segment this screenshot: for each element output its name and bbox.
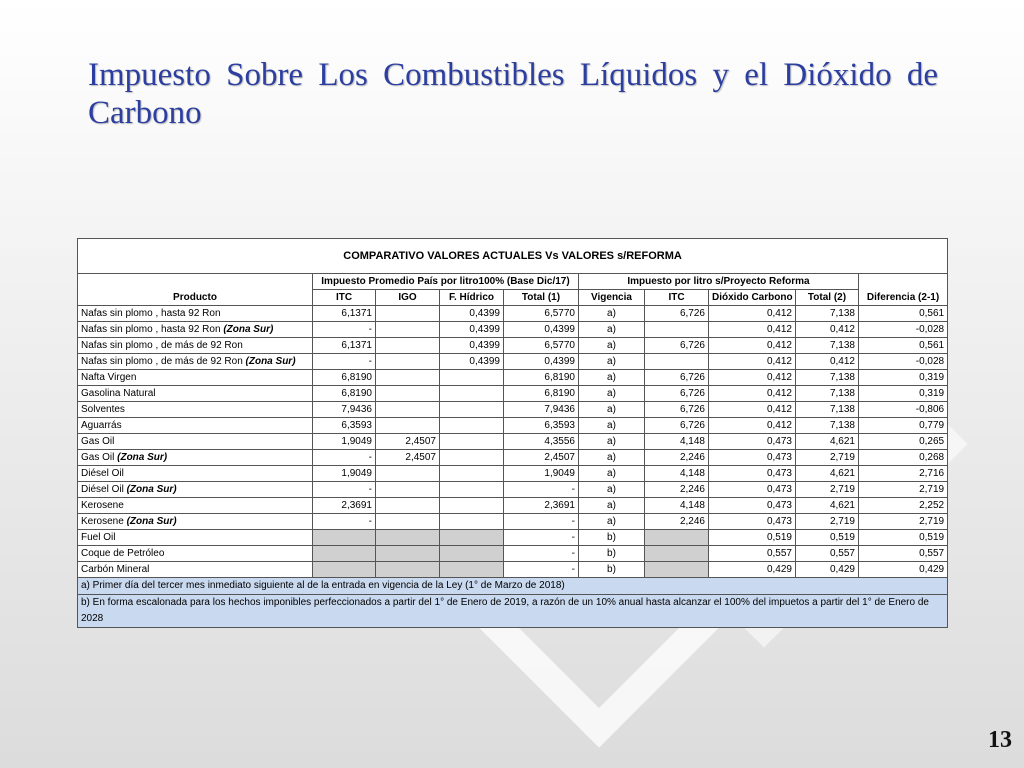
- cell-total-2: 7,138: [796, 402, 859, 418]
- product-name: Gas Oil: [81, 452, 118, 463]
- cell-total-1: 0,4399: [504, 322, 579, 338]
- cell-f-hidrico: [440, 530, 504, 546]
- cell-f-hidrico: 0,4399: [440, 354, 504, 370]
- cell-diferencia: 0,779: [859, 418, 948, 434]
- cell-itc-reform: 2,246: [645, 482, 709, 498]
- cell-dioxido-carbono: 0,473: [709, 434, 796, 450]
- zona-sur-label: (Zona Sur): [245, 356, 296, 367]
- cell-producto: [78, 498, 313, 514]
- cell-diferencia: 2,716: [859, 466, 948, 482]
- header-f-hidrico: F. Hídrico: [440, 290, 504, 306]
- cell-igo: [376, 386, 440, 402]
- cell-dioxido-carbono: 0,473: [709, 498, 796, 514]
- cell-itc: -: [313, 322, 376, 338]
- cell-total-1: 6,5770: [504, 338, 579, 354]
- header-group-current: Impuesto Promedio País por litro100% (Base Dic/17): [313, 274, 579, 290]
- cell-vigencia: a): [579, 434, 645, 450]
- cell-f-hidrico: [440, 514, 504, 530]
- header-diferencia: Diferencia (2-1): [859, 274, 948, 306]
- zona-sur-label: (Zona Sur): [126, 484, 177, 495]
- cell-vigencia: a): [579, 370, 645, 386]
- cell-itc: -: [313, 482, 376, 498]
- cell-diferencia: 0,319: [859, 386, 948, 402]
- cell-itc: [313, 562, 376, 578]
- product-name: Kerosene: [81, 500, 124, 511]
- cell-itc-reform: [645, 530, 709, 546]
- cell-f-hidrico: [440, 482, 504, 498]
- cell-total-1: 0,4399: [504, 354, 579, 370]
- cell-igo: [376, 562, 440, 578]
- cell-vigencia: a): [579, 402, 645, 418]
- cell-igo: 2,4507: [376, 434, 440, 450]
- footnote-b: b) En forma escalonada para los hechos imponibles perfeccionados a partir del 1° de Enero de 2019, a razón de un 10% anual hasta alcanzar el 100% del impuetos a partir del 1° de Enero de 2028: [78, 595, 948, 628]
- cell-total-2: 4,621: [796, 498, 859, 514]
- cell-itc: -: [313, 354, 376, 370]
- cell-f-hidrico: [440, 402, 504, 418]
- product-name: Diésel Oil: [81, 484, 127, 495]
- table-row: [78, 306, 948, 322]
- cell-itc-reform: 6,726: [645, 370, 709, 386]
- cell-total-1: 6,3593: [504, 418, 579, 434]
- table-row: [78, 450, 948, 466]
- cell-diferencia: 0,265: [859, 434, 948, 450]
- cell-dioxido-carbono: 0,412: [709, 338, 796, 354]
- cell-itc-reform: 6,726: [645, 338, 709, 354]
- cell-diferencia: -0,028: [859, 354, 948, 370]
- header-producto: Producto: [78, 274, 313, 306]
- cell-igo: [376, 514, 440, 530]
- cell-total-1: -: [504, 530, 579, 546]
- cell-total-2: 0,412: [796, 354, 859, 370]
- cell-itc-reform: 4,148: [645, 498, 709, 514]
- cell-diferencia: 0,519: [859, 530, 948, 546]
- cell-vigencia: a): [579, 306, 645, 322]
- cell-total-2: 7,138: [796, 418, 859, 434]
- cell-total-1: 7,9436: [504, 402, 579, 418]
- cell-vigencia: a): [579, 386, 645, 402]
- cell-total-2: 2,719: [796, 514, 859, 530]
- cell-igo: [376, 498, 440, 514]
- header-dioxido-carbono: Dióxido Carbono: [709, 290, 796, 306]
- cell-dioxido-carbono: 0,412: [709, 370, 796, 386]
- table-row: [78, 434, 948, 450]
- cell-igo: [376, 306, 440, 322]
- cell-producto: [78, 306, 313, 322]
- table-row: [78, 402, 948, 418]
- cell-producto: [78, 482, 313, 498]
- table-row: [78, 530, 948, 546]
- cell-igo: [376, 370, 440, 386]
- cell-dioxido-carbono: 0,412: [709, 418, 796, 434]
- cell-dioxido-carbono: 0,473: [709, 450, 796, 466]
- cell-dioxido-carbono: 0,412: [709, 354, 796, 370]
- cell-diferencia: 0,319: [859, 370, 948, 386]
- cell-f-hidrico: [440, 434, 504, 450]
- cell-producto: [78, 322, 313, 338]
- header-total-1: Total (1): [504, 290, 579, 306]
- cell-itc-reform: 6,726: [645, 402, 709, 418]
- cell-itc-reform: 4,148: [645, 466, 709, 482]
- cell-itc-reform: [645, 322, 709, 338]
- product-name: Kerosene: [81, 516, 127, 527]
- cell-vigencia: a): [579, 514, 645, 530]
- cell-vigencia: b): [579, 546, 645, 562]
- cell-producto: [78, 450, 313, 466]
- cell-vigencia: a): [579, 466, 645, 482]
- cell-f-hidrico: [440, 498, 504, 514]
- cell-total-1: -: [504, 514, 579, 530]
- cell-total-1: 4,3556: [504, 434, 579, 450]
- table-row: [78, 498, 948, 514]
- cell-vigencia: a): [579, 322, 645, 338]
- cell-itc-reform: 6,726: [645, 306, 709, 322]
- cell-itc-reform: 6,726: [645, 386, 709, 402]
- cell-dioxido-carbono: 0,412: [709, 322, 796, 338]
- header-group-reform: Impuesto por litro s/Proyecto Reforma: [579, 274, 859, 290]
- cell-itc: [313, 546, 376, 562]
- cell-total-2: 7,138: [796, 386, 859, 402]
- product-name: Coque de Petróleo: [81, 548, 165, 559]
- cell-producto: [78, 370, 313, 386]
- zona-sur-label: (Zona Sur): [223, 324, 274, 335]
- cell-vigencia: b): [579, 530, 645, 546]
- footnote-a: a) Primer día del tercer mes inmediato siguiente al de la entrada en vigencia de la Ley (1° de Marzo de 2018): [78, 578, 948, 595]
- cell-itc: 6,3593: [313, 418, 376, 434]
- cell-igo: [376, 354, 440, 370]
- cell-total-2: 7,138: [796, 370, 859, 386]
- product-name: Nafta Virgen: [81, 372, 137, 383]
- cell-diferencia: 0,561: [859, 338, 948, 354]
- cell-producto: [78, 530, 313, 546]
- cell-itc: 6,1371: [313, 338, 376, 354]
- cell-diferencia: 0,429: [859, 562, 948, 578]
- cell-total-2: 0,557: [796, 546, 859, 562]
- product-name: Gasolina Natural: [81, 388, 156, 399]
- cell-total-2: 0,519: [796, 530, 859, 546]
- cell-producto: [78, 546, 313, 562]
- cell-producto: [78, 402, 313, 418]
- cell-diferencia: 2,719: [859, 482, 948, 498]
- product-name: Fuel Oil: [81, 532, 116, 543]
- cell-itc-reform: [645, 354, 709, 370]
- table-row: [78, 466, 948, 482]
- cell-producto: [78, 386, 313, 402]
- table-row: [78, 546, 948, 562]
- cell-vigencia: a): [579, 498, 645, 514]
- cell-diferencia: 2,252: [859, 498, 948, 514]
- cell-itc: 2,3691: [313, 498, 376, 514]
- cell-itc: -: [313, 450, 376, 466]
- cell-total-2: 2,719: [796, 450, 859, 466]
- cell-igo: [376, 482, 440, 498]
- cell-igo: 2,4507: [376, 450, 440, 466]
- cell-igo: [376, 338, 440, 354]
- product-name: Nafas sin plomo , hasta 92 Ron: [81, 324, 224, 335]
- cell-total-1: -: [504, 562, 579, 578]
- cell-f-hidrico: 0,4399: [440, 338, 504, 354]
- cell-itc-reform: 6,726: [645, 418, 709, 434]
- product-name: Solventes: [81, 404, 125, 415]
- cell-producto: [78, 514, 313, 530]
- cell-f-hidrico: 0,4399: [440, 306, 504, 322]
- cell-itc: 1,9049: [313, 434, 376, 450]
- cell-vigencia: b): [579, 562, 645, 578]
- cell-total-2: 7,138: [796, 338, 859, 354]
- cell-f-hidrico: [440, 450, 504, 466]
- cell-diferencia: 0,557: [859, 546, 948, 562]
- cell-diferencia: 0,268: [859, 450, 948, 466]
- cell-itc: 6,8190: [313, 386, 376, 402]
- cell-dioxido-carbono: 0,473: [709, 466, 796, 482]
- cell-dioxido-carbono: 0,412: [709, 386, 796, 402]
- cell-itc-reform: [645, 546, 709, 562]
- product-name: Nafas sin plomo , de más de 92 Ron: [81, 356, 246, 367]
- header-itc: ITC: [313, 290, 376, 306]
- cell-total-1: 6,5770: [504, 306, 579, 322]
- cell-producto: [78, 418, 313, 434]
- cell-f-hidrico: [440, 386, 504, 402]
- header-itc-reform: ITC: [645, 290, 709, 306]
- cell-itc-reform: 2,246: [645, 450, 709, 466]
- table-row: [78, 386, 948, 402]
- product-name: Nafas sin plomo , de más de 92 Ron: [81, 340, 243, 351]
- slide-title: Impuesto Sobre Los Combustibles Líquidos y el Dióxido de Carbono: [88, 57, 938, 131]
- cell-total-1: 6,8190: [504, 386, 579, 402]
- cell-itc: 7,9436: [313, 402, 376, 418]
- cell-total-2: 4,621: [796, 434, 859, 450]
- cell-total-2: 0,412: [796, 322, 859, 338]
- cell-diferencia: -0,806: [859, 402, 948, 418]
- cell-dioxido-carbono: 0,557: [709, 546, 796, 562]
- cell-total-1: 2,4507: [504, 450, 579, 466]
- page-number: 13: [988, 727, 1012, 753]
- zona-sur-label: (Zona Sur): [126, 516, 177, 527]
- table-row: [78, 562, 948, 578]
- cell-vigencia: a): [579, 450, 645, 466]
- table-row: [78, 354, 948, 370]
- product-name: Carbón Mineral: [81, 564, 150, 575]
- cell-igo: [376, 418, 440, 434]
- cell-producto: [78, 434, 313, 450]
- product-name: Diésel Oil: [81, 468, 124, 479]
- table-row: [78, 514, 948, 530]
- comparison-table: [77, 238, 948, 628]
- cell-itc-reform: [645, 562, 709, 578]
- table-title: COMPARATIVO VALORES ACTUALES Vs VALORES s/REFORMA: [78, 239, 948, 274]
- cell-dioxido-carbono: 0,412: [709, 402, 796, 418]
- cell-total-2: 7,138: [796, 306, 859, 322]
- cell-dioxido-carbono: 0,519: [709, 530, 796, 546]
- cell-igo: [376, 530, 440, 546]
- cell-diferencia: 0,561: [859, 306, 948, 322]
- cell-igo: [376, 466, 440, 482]
- cell-dioxido-carbono: 0,473: [709, 482, 796, 498]
- cell-itc-reform: 4,148: [645, 434, 709, 450]
- cell-vigencia: a): [579, 354, 645, 370]
- cell-producto: [78, 466, 313, 482]
- cell-f-hidrico: [440, 466, 504, 482]
- cell-diferencia: 2,719: [859, 514, 948, 530]
- cell-producto: [78, 354, 313, 370]
- cell-diferencia: -0,028: [859, 322, 948, 338]
- table-row: [78, 322, 948, 338]
- cell-f-hidrico: [440, 370, 504, 386]
- cell-itc: 6,8190: [313, 370, 376, 386]
- cell-producto: [78, 338, 313, 354]
- cell-dioxido-carbono: 0,429: [709, 562, 796, 578]
- cell-vigencia: a): [579, 418, 645, 434]
- table-body: [78, 306, 948, 578]
- cell-total-1: -: [504, 546, 579, 562]
- cell-vigencia: a): [579, 338, 645, 354]
- table-row: [78, 482, 948, 498]
- cell-total-1: 1,9049: [504, 466, 579, 482]
- cell-f-hidrico: [440, 546, 504, 562]
- table-row: [78, 418, 948, 434]
- cell-itc: 6,1371: [313, 306, 376, 322]
- cell-igo: [376, 322, 440, 338]
- header-igo: IGO: [376, 290, 440, 306]
- cell-itc: [313, 530, 376, 546]
- table-row: [78, 370, 948, 386]
- product-name: Nafas sin plomo , hasta 92 Ron: [81, 308, 221, 319]
- cell-vigencia: a): [579, 482, 645, 498]
- cell-total-2: 4,621: [796, 466, 859, 482]
- cell-igo: [376, 402, 440, 418]
- cell-producto: [78, 562, 313, 578]
- cell-f-hidrico: 0,4399: [440, 322, 504, 338]
- cell-dioxido-carbono: 0,412: [709, 306, 796, 322]
- zona-sur-label: (Zona Sur): [117, 452, 168, 463]
- header-vigencia: Vigencia: [579, 290, 645, 306]
- table-row: [78, 338, 948, 354]
- cell-igo: [376, 546, 440, 562]
- cell-f-hidrico: [440, 562, 504, 578]
- cell-total-2: 0,429: [796, 562, 859, 578]
- product-name: Aguarrás: [81, 420, 122, 431]
- cell-itc: -: [313, 514, 376, 530]
- header-total-2: Total (2): [796, 290, 859, 306]
- cell-dioxido-carbono: 0,473: [709, 514, 796, 530]
- cell-total-2: 2,719: [796, 482, 859, 498]
- cell-f-hidrico: [440, 418, 504, 434]
- cell-total-1: 6,8190: [504, 370, 579, 386]
- cell-total-1: -: [504, 482, 579, 498]
- cell-total-1: 2,3691: [504, 498, 579, 514]
- product-name: Gas Oil: [81, 436, 115, 447]
- cell-itc: 1,9049: [313, 466, 376, 482]
- cell-itc-reform: 2,246: [645, 514, 709, 530]
